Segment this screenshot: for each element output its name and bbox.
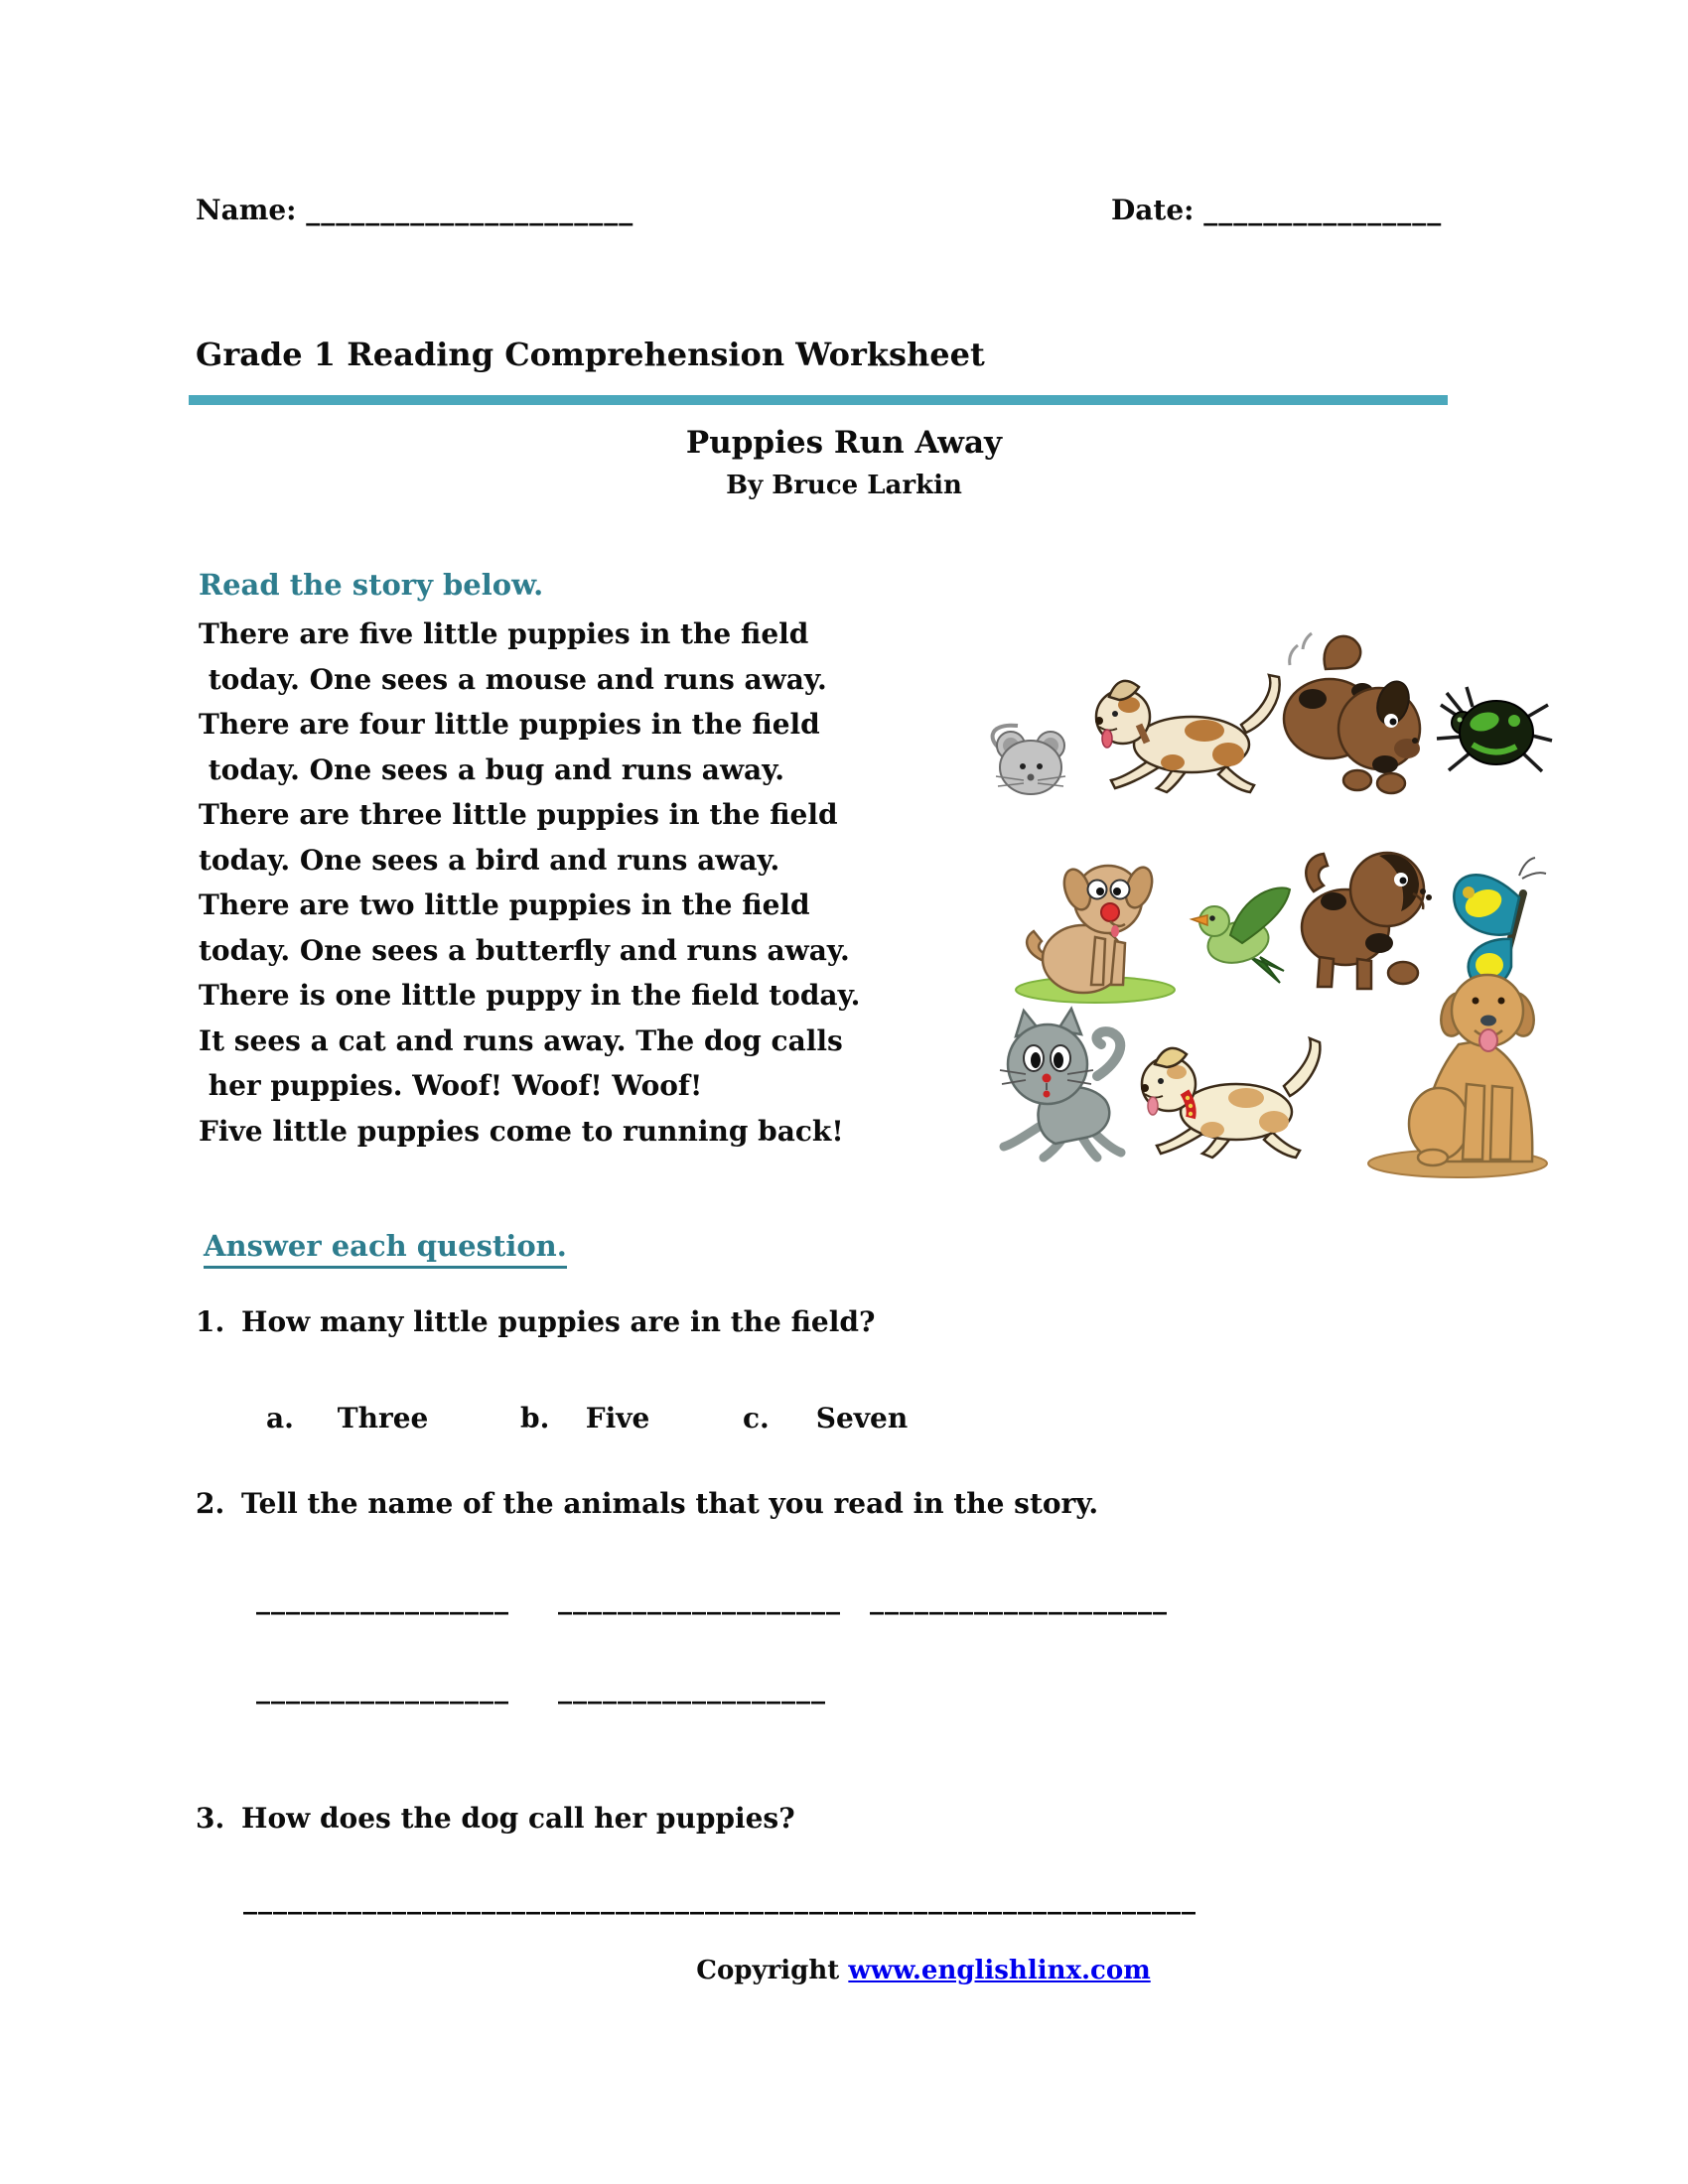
option-c-letter: c. [743, 1402, 770, 1434]
copyright-label: Copyright [696, 1956, 840, 1985]
bird-image [1185, 864, 1299, 989]
question-text: How many little puppies are in the field? [241, 1305, 876, 1338]
question-number: 3. [196, 1802, 225, 1835]
answer-blank: __________________ [558, 1672, 826, 1705]
question-1 [196, 1305, 875, 1338]
story-title: Puppies Run Away [685, 425, 1003, 461]
story-line: There are two little puppies in the field [199, 888, 810, 921]
story-line: It sees a cat and runs away. The dog calls [199, 1024, 843, 1057]
copyright-link[interactable]: www.englishlinx.com [848, 1956, 1151, 1985]
beetle-image [1433, 675, 1554, 782]
name-blank: ______________________ [306, 194, 634, 226]
name-label: Name: [196, 194, 297, 226]
spotted-puppy-image [1268, 619, 1432, 796]
option-b-label: Five [585, 1402, 650, 1434]
story-line: There is one little puppy in the field today. [199, 979, 861, 1012]
story-line: There are five little puppies in the field [199, 617, 809, 650]
question-text: Tell the name of the animals that you read in the story. [241, 1487, 1099, 1520]
animal-illustrations [978, 608, 1559, 1188]
question-2 [196, 1487, 1098, 1520]
story-line: her puppies. Woof! Woof! Woof! [199, 1069, 703, 1102]
story-text [199, 612, 1013, 1154]
answer-blank: ____________________ [870, 1582, 1168, 1615]
option-c [743, 1402, 908, 1434]
story-line: There are four little puppies in the field [199, 708, 820, 741]
answer-line: ________________________________________________________________ [243, 1882, 1196, 1915]
footer [159, 1956, 1688, 1985]
answer-blank: ___________________ [558, 1582, 841, 1615]
collar-puppy-image [1125, 1030, 1332, 1167]
answer-blank: _________________ [256, 1672, 509, 1705]
answer-blank: _________________ [256, 1582, 509, 1615]
read-instruction: Read the story below. [199, 568, 544, 602]
date-blank: ________________ [1203, 194, 1443, 226]
story-line: today. One sees a bug and runs away. [199, 752, 784, 786]
story-byline: By Bruce Larkin [726, 471, 962, 500]
option-a-letter: a. [266, 1402, 294, 1434]
option-b-letter: b. [520, 1402, 550, 1434]
question-text: How does the dog call her puppies? [241, 1802, 795, 1835]
story-line: today. One sees a bird and runs away. [199, 843, 780, 877]
answer-instruction: Answer each question. [204, 1229, 567, 1269]
question-3 [196, 1802, 795, 1835]
story-line: There are three little puppies in the field [199, 798, 838, 831]
worksheet-heading: Grade 1 Reading Comprehension Worksheet [196, 336, 985, 373]
name-field [196, 194, 633, 226]
story-line: today. One sees a mouse and runs away. [199, 662, 827, 696]
sitting-puppy-image [1010, 846, 1181, 1007]
story-line: today. One sees a butterfly and runs away. [199, 933, 850, 967]
heading-rule [189, 395, 1448, 405]
option-a-label: Three [337, 1402, 429, 1434]
story-line: Five little puppies come to running back! [199, 1114, 844, 1148]
running-puppy-image [1077, 667, 1296, 794]
option-c-label: Seven [815, 1402, 909, 1434]
question-number: 1. [196, 1305, 225, 1338]
question-number: 2. [196, 1487, 225, 1520]
golden-dog-image [1363, 963, 1552, 1181]
date-field [1111, 194, 1442, 226]
option-b [520, 1402, 649, 1434]
mouse-image [978, 715, 1082, 799]
date-label: Date: [1111, 194, 1195, 226]
cat-image [986, 1005, 1137, 1171]
option-a [266, 1402, 428, 1434]
